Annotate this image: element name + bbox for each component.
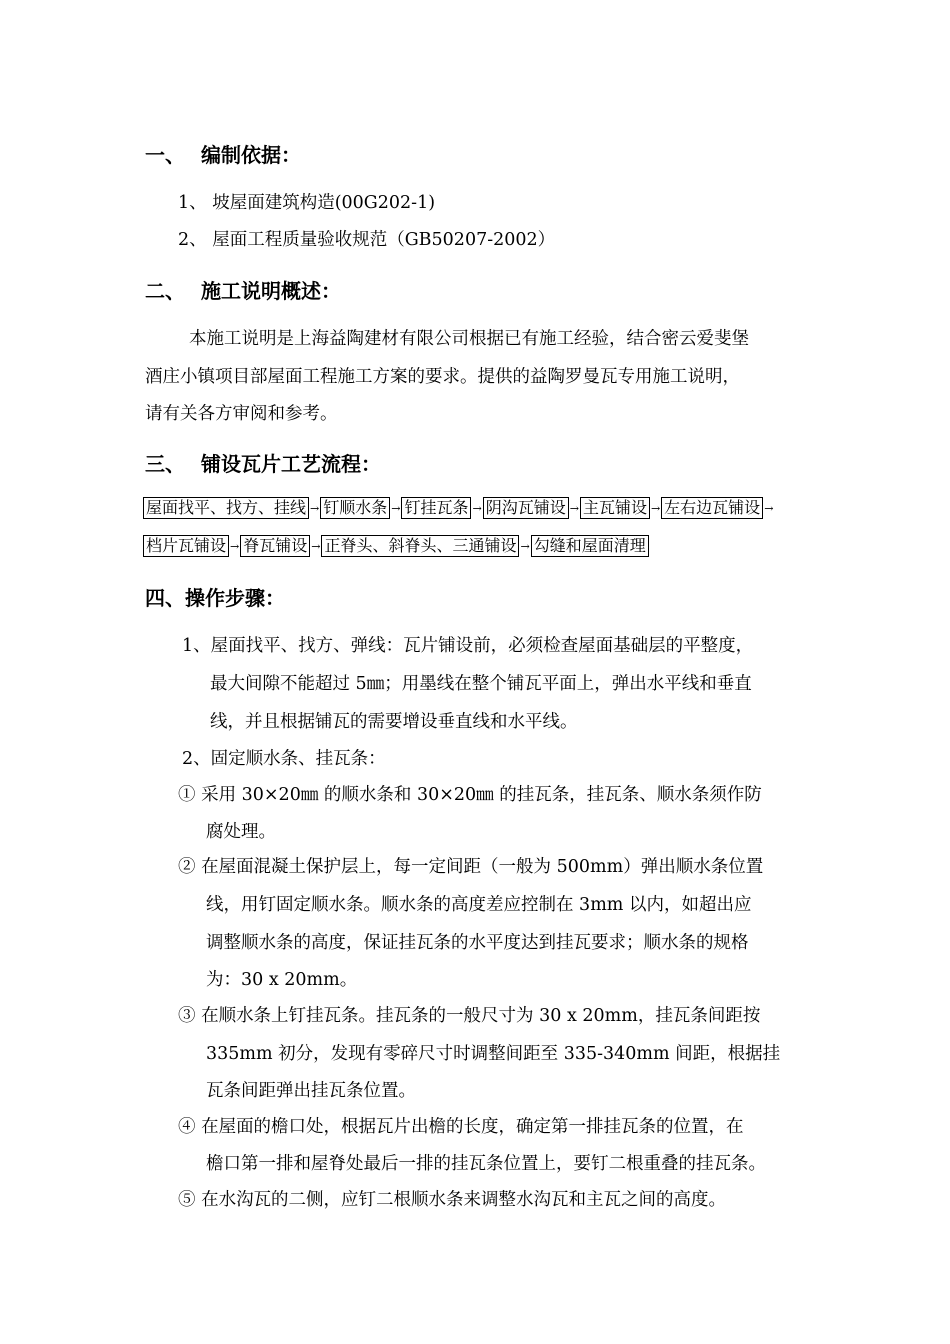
step-line: 腐处理。 [206, 822, 276, 842]
flow-arrow-icon: → [311, 539, 321, 553]
section-heading-3 [145, 448, 381, 477]
flow-step: 左右边瓦铺设 [661, 497, 763, 519]
flow-step: 脊瓦铺设 [240, 535, 310, 557]
overview-line-3: 请有关各方审阅和参考。 [145, 404, 338, 424]
step-line: 线，并且根据铺瓦的需要增设垂直线和水平线。 [210, 712, 578, 732]
flow-arrow-icon: → [650, 501, 661, 515]
section-title: 操作步骤： [185, 586, 285, 610]
step-line: 335mm 初分，发现有零碎尺寸时调整间距至 335-340mm 间距，根据挂 [206, 1044, 781, 1064]
section-number: 四、 [145, 586, 185, 610]
step-line: ④ 在屋面的檐口处，根据瓦片出檐的长度，确定第一排挂瓦条的位置，在 [178, 1117, 744, 1137]
flow-step: 档片瓦铺设 [143, 535, 229, 557]
step-line: 瓦条间距弹出挂瓦条位置。 [206, 1081, 416, 1101]
step-line: 最大间隙不能超过 5㎜；用墨线在整个铺瓦平面上，弹出水平线和垂直 [210, 674, 752, 694]
flow-arrow-icon: → [764, 501, 774, 515]
step-line: ① 采用 30×20㎜ 的顺水条和 30×20㎜ 的挂瓦条，挂瓦条、顺水条须作防 [178, 785, 762, 805]
section-number: 二、 [145, 279, 185, 303]
flow-arrow-icon: → [520, 539, 530, 553]
flow-step: 钉挂瓦条 [401, 497, 471, 519]
process-flow-row-2 [143, 535, 649, 557]
flow-step: 屋面找平、找方、挂线 [143, 497, 309, 519]
section-heading-4 [145, 582, 285, 611]
flow-step: 主瓦铺设 [580, 497, 650, 519]
basis-item-2: 2、 屋面工程质量验收规范（GB50207-2002） [178, 230, 556, 250]
step-line: 线，用钉固定顺水条。顺水条的高度差应控制在 3mm 以内，如超出应 [206, 895, 752, 915]
flow-step: 勾缝和屋面清理 [531, 535, 649, 557]
flow-arrow-icon: → [230, 539, 240, 553]
flow-step: 正脊头、斜脊头、三通铺设 [321, 535, 519, 557]
step-line: 2、固定顺水条、挂瓦条： [182, 749, 386, 769]
overview-line-1: 本施工说明是上海益陶建材有限公司根据已有施工经验，结合密云爱斐堡 [189, 329, 749, 349]
flow-arrow-icon: → [569, 501, 579, 515]
section-heading-2 [145, 275, 341, 304]
process-flow-row-1 [143, 497, 774, 519]
section-title: 编制依据： [201, 143, 301, 167]
step-line: 调整顺水条的高度，保证挂瓦条的水平度达到挂瓦要求；顺水条的规格 [206, 933, 749, 953]
section-number: 三、 [145, 452, 185, 476]
step-line: ② 在屋面混凝土保护层上，每一定间距（一般为 500mm）弹出顺水条位置 [178, 857, 764, 877]
flow-arrow-icon: → [391, 501, 401, 515]
section-number: 一、 [145, 143, 185, 167]
flow-step: 阴沟瓦铺设 [483, 497, 569, 519]
section-title: 施工说明概述： [201, 279, 341, 303]
flow-arrow-icon: → [310, 501, 320, 515]
section-title: 铺设瓦片工艺流程： [201, 452, 381, 476]
step-line: 1、屋面找平、找方、弹线：瓦片铺设前，必须检查屋面基础层的平整度， [182, 636, 754, 656]
basis-item-1: 1、 坡屋面建筑构造(00G202-1) [178, 193, 436, 213]
overview-line-2: 酒庄小镇项目部屋面工程施工方案的要求。提供的益陶罗曼瓦专用施工说明， [145, 367, 740, 387]
step-line: ③ 在顺水条上钉挂瓦条。挂瓦条的一般尺寸为 30 x 20mm，挂瓦条间距按 [178, 1006, 761, 1026]
section-heading-1 [145, 139, 301, 168]
step-line: 为：30 x 20mm。 [206, 970, 358, 990]
flow-step: 钉顺水条 [320, 497, 390, 519]
step-line: ⑤ 在水沟瓦的二侧，应钉二根顺水条来调整水沟瓦和主瓦之间的高度。 [178, 1190, 727, 1210]
flow-arrow-icon: → [472, 501, 482, 515]
step-line: 檐口第一排和屋脊处最后一排的挂瓦条位置上，要钉二根重叠的挂瓦条。 [206, 1154, 766, 1174]
